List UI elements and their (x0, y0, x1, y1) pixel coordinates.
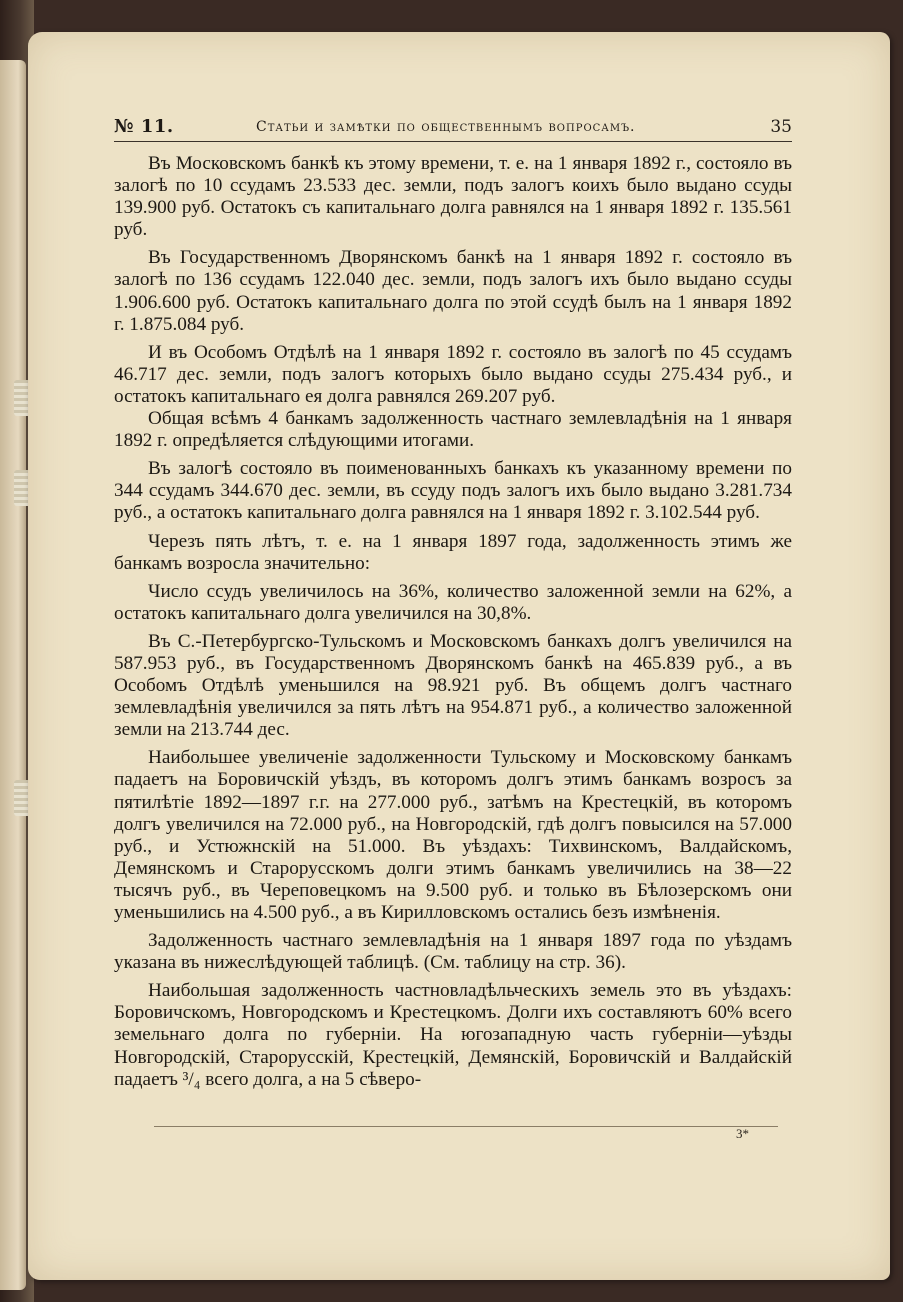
signature-mark: 3* (736, 1126, 749, 1141)
paragraph: Задолженность частнаго землевладѣнія на 1 января 1897 года по уѣздамъ указана въ нижеслѣдующей таблицѣ. (См. таблицу на стр. 36). (114, 930, 792, 974)
issue-number: № 11. (114, 116, 174, 137)
previous-page-edge (0, 60, 26, 1290)
paragraph: Число ссудъ увеличилось на 36%, количество заложенной земли на 62%, а остатокъ капитальнаго долга увеличился на 30,8%. (114, 580, 792, 624)
running-title: Статьи и замѣтки по общественнымъ вопросамъ. (256, 119, 636, 135)
paragraph: Общая всѣмъ 4 банкамъ задолженность частнаго землевладѣнія на 1 января 1892 г. опредѣляется слѣдующими итогами. (114, 408, 792, 452)
paragraph: Въ Государственномъ Дворянскомъ банкѣ на 1 января 1892 г. состояло въ залогѣ по 136 ссудамъ 122.040 дес. земли, подъ залогъ ихъ было выдано ссуды 1.906.600 руб. Остатокъ капитальнаго долга по этой ссудѣ былъ на 1 января 1892 г. 1.875.084 руб. (114, 247, 792, 335)
footer-rule (154, 1126, 778, 1127)
page-body (114, 153, 792, 1091)
paragraph: Наибольшая задолженность частновладѣльческихъ земель это въ уѣздахъ: Боровичскомъ, Новгородскомъ и Крестецкомъ. Долги ихъ составляютъ 60% всего земельнаго долга по губерніи. На югозападную часть губерніи—уѣзды Новгородскій, Старорусскій, Крестецкій, Демянскій, Боровичскій и Валдайскій падаетъ ³/₄ всего долга, а на 5 сѣверо- (114, 980, 792, 1090)
header-rule (114, 141, 792, 142)
paragraph: Въ Московскомъ банкѣ къ этому времени, т. е. на 1 января 1892 г., состояло въ залогѣ по 10 ссудамъ 23.533 дес. земли, подъ залогъ коихъ было выдано ссуды 139.900 руб. Остатокъ съ капитальнаго долга равнялся на 1 января 1892 г. 135.561 руб. (114, 153, 792, 241)
paragraph: Въ залогѣ состояло въ поименованныхъ банкахъ къ указанному времени по 344 ссудамъ 344.670 дес. земли, въ ссуду подъ залогъ ихъ было выдано 3.281.734 руб., а остатокъ капитальнаго долга равнялся на 1 января 1892 г. 3.102.544 руб. (114, 458, 792, 524)
paragraph: Черезъ пять лѣтъ, т. е. на 1 января 1897 года, задолженность этимъ же банкамъ возросла значительно: (114, 530, 792, 574)
paragraph: Наибольшее увеличеніе задолженности Тульскому и Московскому банкамъ падаетъ на Боровичскій уѣздъ, въ которомъ долгъ этимъ банкамъ возросъ за пятилѣтіе 1892—1897 г.г. на 277.000 руб., затѣмъ на Крестецкій, въ которомъ долгъ увеличился на 72.000 руб., на Новгородскій, гдѣ долгъ повысился на 57.000 руб., и Устюжнскій на 51.000. Въ уѣздахъ: Тихвинскомъ, Валдайскомъ, Демянскомъ и Старорусскомъ долги этимъ банкамъ увеличились на 38—22 тысячъ руб., въ Череповецкомъ на 9.500 руб. и только въ Бѣлозерскомъ они уменьшились на 4.500 руб., а въ Кирилловскомъ остались безъ измѣненія. (114, 747, 792, 923)
running-header (114, 116, 792, 140)
paragraph: И въ Особомъ Отдѣлѣ на 1 января 1892 г. состояло въ залогѣ по 45 ссудамъ 46.717 дес. земли, подъ залогъ которыхъ было выдано ссуды 275.434 руб., и остатокъ капитальнаго ея долга равнялся 269.207 руб. (114, 341, 792, 407)
page-number: 35 (770, 117, 792, 137)
paragraph: Въ С.-Петербургско-Тульскомъ и Московскомъ банкахъ долгъ увеличился на 587.953 руб., въ Государственномъ Дворянскомъ банкѣ на 465.839 руб., а въ Особомъ Отдѣлѣ уменьшился на 98.921 руб. Въ общемъ долгъ частнаго землевладѣнія увеличился за пять лѣтъ на 954.871 руб., а количество заложенной земли на 213.744 дес. (114, 630, 792, 741)
